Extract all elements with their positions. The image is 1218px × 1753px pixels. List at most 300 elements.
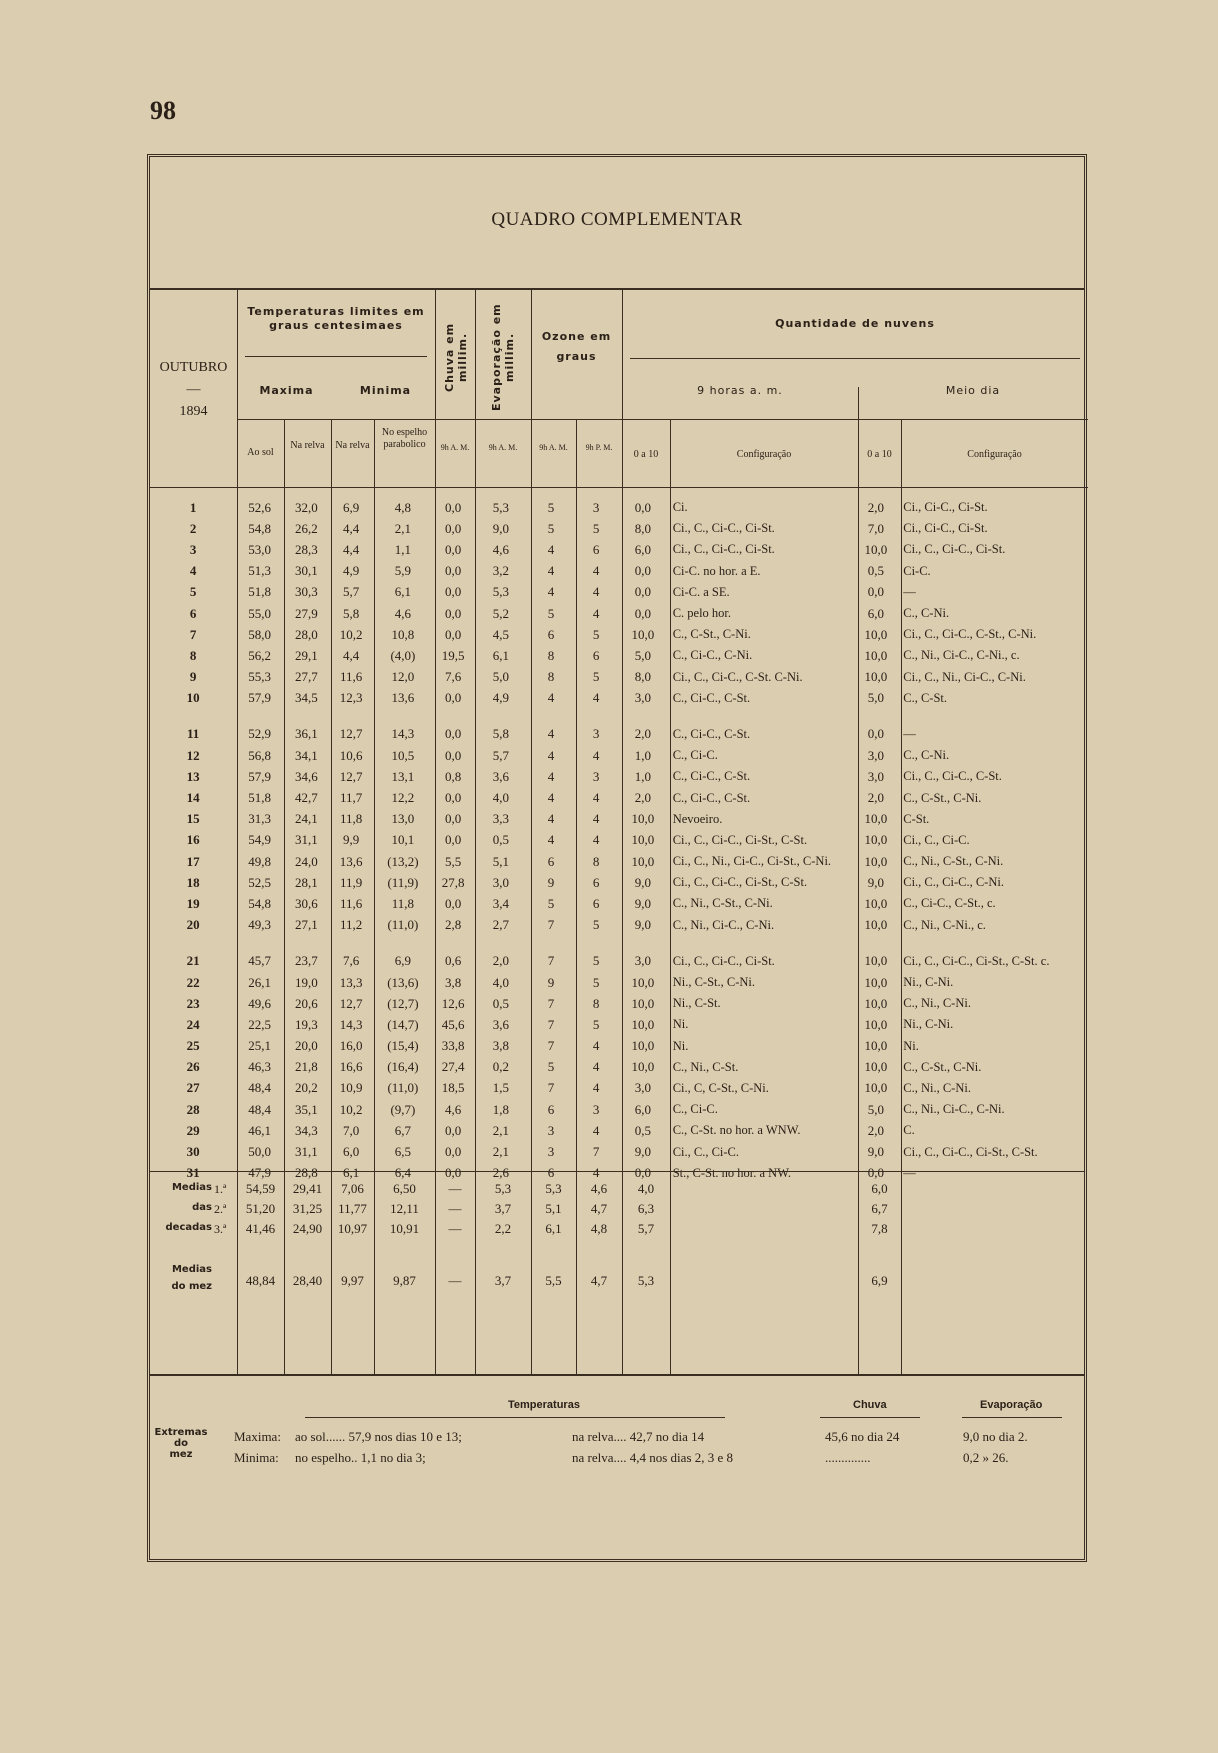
cell-min-relva: 11,7 [340,790,363,806]
cell-max-sol: 46,1 [248,1122,272,1138]
max-chuva: 45,6 no dia 24 [825,1429,900,1444]
cell-max-sol: 57,9 [248,768,272,784]
cell-config-noon: — [903,584,916,599]
mean-value: 6,0 [871,1181,888,1196]
cell-min-espelho: (11,9) [387,874,419,890]
mean-value: 24,90 [292,1221,323,1236]
cell-nuvens-am: 3,0 [634,1080,651,1096]
cell-config-am: C., Ci-C., C-St. [672,790,751,805]
mean-value: 2,2 [494,1221,512,1236]
extremes-chuva-header: Chuva [853,1399,887,1411]
cell-max-relva: 19,0 [295,974,318,990]
cell-config-noon: C., Ni., C-Ni. [903,996,971,1011]
cell-config-am: C. pelo hor. [672,606,732,621]
gap-cell [150,709,1084,724]
cell-ozone-am: 6 [547,626,555,642]
cell-chuva: 0,0 [445,626,462,642]
cell-day: 28 [186,1101,200,1117]
cell-config-noon: C., Ni., C-St., C-Ni. [903,854,1004,869]
cell-ozone-pm: 4 [592,1059,600,1075]
cell-min-espelho: (15,4) [387,1038,419,1054]
cell-ozone-pm: 4 [592,1080,600,1096]
cell-ozone-am: 4 [547,584,555,600]
cell-evaporacao: 0,5 [492,995,510,1011]
cell-min-espelho: 6,7 [394,1122,412,1138]
cell-ozone-pm: 6 [592,647,600,663]
cell-chuva: 33,8 [441,1038,465,1054]
cell-min-espelho: 6,9 [394,953,412,969]
month-header [150,357,237,423]
cell-nuvens-am: 0,0 [634,499,651,515]
cell-min-relva: 12,7 [339,995,363,1011]
cell-min-espelho: (11,0) [387,1080,419,1096]
cell-max-sol: 55,0 [248,605,272,621]
cell-max-sol: 47,9 [248,1165,272,1181]
mean-value: 7,8 [871,1221,888,1236]
max-label: Maxima: [234,1429,281,1444]
cell-max-sol: 52,9 [248,726,272,742]
cell-nuvens-am: 0,0 [634,1165,651,1181]
cell-chuva: 0,0 [445,790,462,806]
page-number: 98 [150,96,176,125]
cell-min-relva: 11,6 [340,895,363,911]
cell-config-am: Ci., C, C-St., C-Ni. [672,1080,769,1095]
cell-day: 15 [186,811,200,827]
mean-value: 4,8 [590,1221,608,1236]
cell-nuvens-noon: 3,0 [867,768,884,784]
cell-ozone-am: 5 [547,499,555,515]
cell-config-am: C., Ci-C., C-St. [672,769,751,784]
table-row [150,1078,1084,1099]
ozone-9am-header: 9h A. M. [539,443,568,452]
divider [150,288,1084,290]
cell-nuvens-am: 10,0 [631,811,655,827]
mean-value: 31,25 [292,1201,323,1216]
cell-min-relva: 4,9 [343,563,360,579]
cell-max-sol: 54,8 [248,520,272,536]
cell-ozone-am: 6 [547,853,555,869]
minima-header: Minima [359,384,412,397]
decade-gap [150,709,1084,724]
cell-evaporacao: 4,6 [492,541,510,557]
cell-nuvens-noon: 10,0 [864,853,888,869]
cell-chuva: 0,0 [445,541,462,557]
cell-min-relva: 6,9 [343,499,360,515]
divider [630,358,1080,359]
cell-max-sol: 53,0 [248,541,272,557]
cell-evaporacao: 3,4 [492,895,510,911]
cell-max-sol: 54,8 [248,895,272,911]
zero-dez-b-header: 0 a 10 [867,449,892,460]
cell-ozone-pm: 4 [592,832,600,848]
table-row [150,787,1084,808]
cell-min-espelho: 13,0 [391,811,415,827]
cell-nuvens-am: 8,0 [634,669,651,685]
cell-max-relva: 42,7 [295,790,318,806]
cell-day: 3 [189,541,197,557]
cell-config-noon: C., Ni., Ci-C., C-Ni. [903,1102,1005,1117]
table-row [150,830,1084,851]
cell-min-espelho: (4,0) [390,647,416,663]
cell-ozone-am: 4 [547,690,555,706]
cell-max-sol: 50,0 [248,1144,272,1160]
table-row [150,915,1084,936]
cell-nuvens-am: 6,0 [634,541,651,557]
cell-nuvens-noon: 9,0 [867,1144,884,1160]
cell-day: 25 [186,1038,200,1054]
cell-ozone-pm: 5 [592,520,600,536]
cell-max-sol: 49,8 [248,853,272,869]
year-label: 1894 [179,404,208,419]
cell-ozone-pm: 6 [592,895,600,911]
cell-config-noon: C., C-St., C-Ni. [903,1059,982,1074]
cell-nuvens-am: 10,0 [631,974,655,990]
cell-day: 2 [189,520,197,536]
cell-evaporacao: 4,0 [492,974,510,990]
cell-chuva: 5,5 [445,853,462,869]
cell-evaporacao: 4,0 [492,790,510,806]
cell-max-sol: 45,7 [248,953,272,969]
cell-nuvens-noon: 0,0 [867,584,884,600]
cell-max-relva: 30,1 [295,563,318,579]
max-evap: 9,0 no dia 2. [963,1429,1028,1444]
maxima-header: Maxima [259,384,314,397]
cell-min-relva: 10,6 [339,747,363,763]
cell-min-relva: 13,6 [339,853,363,869]
cell-min-espelho: (14,7) [387,1016,419,1032]
cell-max-sol: 51,3 [248,563,272,579]
cell-max-relva: 20,6 [295,995,318,1011]
table-frame [147,154,1087,1562]
table-row [150,724,1084,745]
cell-day: 27 [186,1080,200,1096]
cell-min-relva: 6,0 [343,1144,360,1160]
table-row [150,518,1084,539]
extremes-temp-header: Temperaturas [508,1399,580,1411]
cell-ozone-am: 4 [547,811,555,827]
cell-max-sol: 25,1 [248,1038,272,1054]
cell-evaporacao: 1,8 [492,1101,510,1117]
cell-ozone-am: 6 [547,1101,555,1117]
cell-max-sol: 51,8 [248,790,272,806]
zero-dez-a-header: 0 a 10 [633,449,659,460]
cell-nuvens-am: 10,0 [631,1059,655,1075]
cell-chuva: 0,8 [445,768,462,784]
cell-ozone-am: 5 [547,605,555,621]
meio-dia-header: Meio dia [945,384,1001,397]
cell-config-noon: Ci., Ci-C., Ci-St. [903,500,988,515]
cell-max-sol: 49,3 [248,917,272,933]
cell-evaporacao: 6,1 [492,647,510,663]
cell-ozone-pm: 3 [592,499,600,515]
cell-ozone-pm: 8 [592,995,600,1011]
cell-day: 21 [186,953,200,969]
mean-value: 12,11 [390,1201,419,1216]
cell-nuvens-noon: 10,0 [864,811,888,827]
cell-ozone-am: 3 [547,1122,555,1138]
cell-nuvens-am: 9,0 [634,917,651,933]
cell-min-relva: 11,6 [340,669,363,685]
cell-config-am: Ci., C., Ci-C. [672,1144,740,1159]
cell-nuvens-noon: 10,0 [864,953,888,969]
mean-value: 28,40 [292,1273,323,1288]
cell-min-relva: 12,7 [339,768,363,784]
cell-nuvens-am: 6,0 [634,1101,651,1117]
cell-config-noon: C., Ni., C-Ni. [903,1080,971,1095]
cell-nuvens-noon: 10,0 [864,626,888,642]
cell-evaporacao: 0,5 [492,832,510,848]
cell-min-relva: 11,2 [340,917,363,933]
cell-ozone-am: 9 [547,974,555,990]
table-row [150,582,1084,603]
table-row [150,809,1084,830]
table-row [150,972,1084,993]
cell-config-am: Ci., C., Ci-C., Ci-St., C-St. [672,875,808,890]
min-espelho: no espelho.. 1,1 no dia 3; [295,1450,426,1465]
cell-config-noon: C., Ci-C., C-St., c. [903,896,996,911]
cell-ozone-am: 5 [547,895,555,911]
cell-nuvens-noon: 10,0 [864,995,888,1011]
cell-config-am: Ci., C., Ni., Ci-C., Ci-St., C-Ni. [672,854,832,869]
cell-chuva: 27,4 [441,1059,465,1075]
cell-max-sol: 31,3 [248,811,272,827]
cell-nuvens-noon: 5,0 [867,690,884,706]
cell-nuvens-am: 10,0 [631,995,655,1011]
cell-config-am: Ci., C., Ci-C., Ci-St. [672,542,775,557]
cell-max-sol: 58,0 [248,626,272,642]
cell-ozone-am: 4 [547,726,555,742]
cell-config-am: Ci., C., Ci-C., Ci-St. [672,953,775,968]
cell-min-espelho: 5,9 [394,563,412,579]
ozone-header: Ozone em graus [541,330,612,363]
nine-am-header: 9 horas a. m. [697,384,783,397]
table-row [150,1014,1084,1035]
nuvens-header: Quantidade de nuvens [775,317,935,330]
cell-ozone-pm: 7 [592,1144,600,1160]
cell-min-relva: 16,0 [339,1038,363,1054]
mean-value: — [448,1201,462,1216]
mean-value: 5,3 [637,1273,655,1288]
cell-max-sol: 22,5 [248,1016,272,1032]
cell-nuvens-noon: 10,0 [864,647,888,663]
table-row [150,851,1084,872]
cell-nuvens-noon: 10,0 [864,895,888,911]
cell-nuvens-am: 0,0 [634,563,651,579]
cell-min-relva: 4,4 [343,541,360,557]
cell-max-relva: 28,8 [295,1165,318,1181]
mean-value: 6,7 [871,1201,888,1216]
cell-day: 12 [186,747,200,763]
cell-ozone-pm: 3 [592,1101,600,1117]
cell-config-noon: Ci., C., Ci-C., C-St. [903,769,1002,784]
cell-chuva: 0,0 [445,499,462,515]
cell-config-noon: Ci., C., Ci-C., Ci-St., C-St. [903,1144,1038,1159]
extremas-line1: Extremas [154,1427,208,1438]
cell-nuvens-noon: 10,0 [864,669,888,685]
decade-gap [150,936,1084,951]
cell-config-noon: C., C-St., C-Ni. [903,790,982,805]
cell-day: 4 [189,563,197,579]
cell-day: 24 [186,1016,200,1032]
cell-config-noon: C-St. [903,811,930,826]
mean-value: 4,7 [590,1273,608,1288]
cell-evaporacao: 3,3 [492,811,510,827]
cell-ozone-pm: 8 [592,853,600,869]
cell-nuvens-am: 3,0 [634,690,651,706]
cell-nuvens-noon: 2,0 [867,790,884,806]
cell-max-relva: 34,6 [295,768,318,784]
cell-max-sol: 26,1 [248,974,272,990]
cell-max-relva: 23,7 [295,953,318,969]
divider [150,487,1088,488]
cell-min-espelho: 14,3 [391,726,415,742]
cell-evaporacao: 5,8 [492,726,510,742]
cell-config-noon: C., C-St. [903,690,948,705]
cell-min-espelho: 10,1 [391,832,415,848]
cell-ozone-pm: 5 [592,1016,600,1032]
cell-nuvens-noon: 10,0 [864,917,888,933]
cell-config-am: Ci-C. no hor. a E. [672,563,761,578]
divider [962,1417,1062,1418]
cell-config-noon: C., C-Ni. [903,606,950,621]
mean-value: 6,9 [871,1273,888,1288]
cell-nuvens-am: 8,0 [634,520,651,536]
das-label: das [192,1202,212,1213]
cell-chuva: 2,8 [445,917,462,933]
cell-config-noon: Ni., C-Ni. [903,975,954,990]
cell-config-am: C., C-St. no hor. a WNW. [672,1123,801,1138]
cell-evaporacao: 5,2 [492,605,510,621]
cell-nuvens-noon: 9,0 [867,874,884,890]
cell-min-espelho: 13,6 [391,690,415,706]
cell-evaporacao: 2,7 [492,917,510,933]
cell-nuvens-am: 0,5 [634,1122,651,1138]
cell-day: 9 [189,669,197,685]
cell-nuvens-am: 10,0 [631,1016,655,1032]
extremas-line3: mez [169,1449,193,1460]
cell-chuva: 19,5 [441,647,465,663]
cell-nuvens-am: 3,0 [634,953,651,969]
cell-config-noon: C., C-Ni. [903,748,950,763]
cell-config-am: Ci., C., Ci-C., C-St. C-Ni. [672,669,803,684]
cell-ozone-am: 4 [547,790,555,806]
cell-config-noon: Ci., C., Ci-C., Ci-St. [903,542,1006,557]
cell-ozone-pm: 5 [592,974,600,990]
cell-chuva: 0,0 [445,690,462,706]
table-row [150,667,1084,688]
cell-config-am: Ci., C., Ci-C., Ci-St. [672,521,775,536]
cell-nuvens-noon: 2,0 [867,499,884,515]
cell-chuva: 0,0 [445,563,462,579]
cell-chuva: 12,6 [441,995,465,1011]
cell-max-sol: 49,6 [248,995,272,1011]
do-mez-label: do mez [171,1281,212,1292]
cell-day: 23 [186,995,200,1011]
cell-evaporacao: 2,0 [492,953,510,969]
cell-ozone-pm: 4 [592,1165,600,1181]
table-row [150,688,1084,709]
cell-max-relva: 28,0 [295,626,318,642]
table-row [150,645,1084,666]
cell-ozone-am: 4 [547,541,555,557]
cell-max-relva: 32,0 [295,499,318,515]
mean-value: 6,50 [393,1181,416,1196]
cell-min-relva: 4,4 [343,520,360,536]
cell-max-relva: 20,2 [295,1080,318,1096]
table-row [150,561,1084,582]
ozone-9pm-header: 9h P. M. [585,443,613,452]
cell-config-noon: Ci., C., Ni., Ci-C., C-Ni. [903,669,1026,684]
cell-nuvens-am: 1,0 [634,768,651,784]
cell-min-espelho: 2,1 [394,520,412,536]
cell-max-sol: 51,8 [248,584,272,600]
cell-ozone-pm: 5 [592,917,600,933]
table-row [150,1120,1084,1141]
extremas-label [150,1427,212,1460]
cell-config-noon: C., Ni., C-Ni., c. [903,917,986,932]
cell-ozone-pm: 4 [592,605,600,621]
cell-min-espelho: (11,0) [387,917,419,933]
cell-ozone-am: 8 [547,647,555,663]
cell-min-espelho: (12,7) [387,995,419,1011]
mean-value: — [448,1273,462,1288]
cell-max-relva: 28,3 [295,541,318,557]
cell-ozone-pm: 4 [592,811,600,827]
cell-nuvens-noon: 3,0 [867,747,884,763]
cell-config-noon: Ci., C., Ci-C., C-Ni. [903,875,1004,890]
cell-min-relva: 7,0 [343,1122,360,1138]
cell-ozone-am: 5 [547,520,555,536]
mean-value: 41,46 [245,1221,276,1236]
extremes-evap-header: Evaporação [980,1399,1043,1411]
cell-evaporacao: 9,0 [492,520,510,536]
cell-min-relva: 12,3 [339,690,363,706]
cell-nuvens-noon: 0,0 [867,1165,884,1181]
cell-max-sol: 56,2 [248,647,272,663]
table-row [150,624,1084,645]
cell-max-relva: 35,1 [295,1101,318,1117]
cell-min-relva: 14,3 [339,1016,363,1032]
cell-max-sol: 48,4 [248,1101,272,1117]
cell-ozone-am: 3 [547,1144,555,1160]
cell-config-noon: Ni., C-Ni. [903,1017,954,1032]
cell-evaporacao: 1,5 [492,1080,510,1096]
cell-ozone-am: 5 [547,1059,555,1075]
cell-config-noon: Ci., C., Ci-C. [903,832,970,847]
cell-evaporacao: 5,0 [492,669,510,685]
cell-nuvens-am: 9,0 [634,874,651,890]
cell-ozone-am: 4 [547,832,555,848]
cell-nuvens-noon: 0,5 [867,563,884,579]
cell-max-relva: 36,1 [295,726,318,742]
cell-chuva: 0,6 [445,953,462,969]
cell-min-espelho: (9,7) [390,1101,416,1117]
cell-ozone-am: 4 [547,768,555,784]
cell-evaporacao: 3,2 [492,563,510,579]
max-relva: na relva.... 42,7 no dia 14 [572,1429,705,1444]
cell-min-relva: 12,7 [339,726,363,742]
decadas-label: decadas [165,1222,212,1233]
cell-ozone-pm: 4 [592,584,600,600]
cell-max-relva: 31,1 [295,832,318,848]
table-row [150,497,1084,518]
cell-day: 20 [186,917,200,933]
table-row [150,993,1084,1014]
cell-day: 14 [186,790,200,806]
cell-ozone-pm: 4 [592,747,600,763]
mean-value: 5,3 [494,1181,512,1196]
cell-day: 30 [186,1144,200,1160]
